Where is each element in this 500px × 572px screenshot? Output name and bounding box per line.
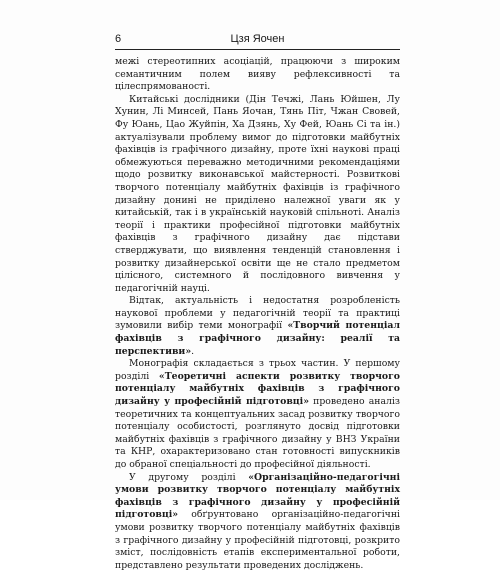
paragraph-2 bbox=[115, 94, 400, 296]
running-header bbox=[115, 33, 400, 50]
paragraph-4 bbox=[115, 358, 400, 471]
paragraph-text: проведено аналіз теоретичних та концептуальних засад розвитку творчого потенціалу особистості, розглянуто досвід підготовки майбутніх фахівців з графічного дизайну у ВНЗ України та КНР, охарактеризовано стан готовності випускників до обраної спеціальності до професійної діяльності. bbox=[115, 396, 400, 470]
paragraph-text: Монографія складається з трьох частин. У першому розділі bbox=[115, 358, 400, 382]
chapter-2-title: «Організаційно-педагогічні умови розвитку творчого потенціалу майбутніх фахівців з графічного дизайну у професійній підготовці» bbox=[115, 471, 400, 521]
running-head-author: Цзя Яочен bbox=[230, 33, 285, 45]
paragraph-text: Відтак, актуальність і недостатня розробленість наукової проблеми у педагогічній теорії та практиці зумовили вибір теми монографії bbox=[115, 295, 400, 332]
paragraph-text: Китайські дослідники (Дін Течжі, Лань Юйшен, Лу Хунин, Лі Минсей, Пань Яочан, Тянь Піт, Чжан Свовей, Фу Юань, Цао Жуйпін, Ха Дзянь, Ху Фей, Юань Сі та ін.) актуалізували проблему вимог до підготовки майбутніх фахівців із графічного дизайну, проте їхні наукові праці обмежуються переважно методичними рекомендаціями щодо розвитку виконавської майстерності. Розвиткові творчого потенціалу майбутніх фахівців із графічного дизайну донині не приділено належної уваги як у китайській, так і в українській науковій спільноті. Аналіз теорії і практики професійної підготовки майбутніх фахівців з графічного дизайну дає підстави стверджувати, що виявлення тенденцій становлення і розвитку дизайнерської освіти ще не стало предметом цілісного, системного й послідовного вивчення у педагогічній науці. bbox=[115, 93, 400, 294]
paragraph-text: . bbox=[191, 345, 195, 357]
monograph-title: «Творчий потенціал фахівців з графічного дизайну: реалії та перспективи» bbox=[115, 320, 400, 357]
paragraph-text: обґрунтовано організаційно-педагогічні умови розвитку творчого потенціалу майбутніх фахівців з графічного дизайну у професійній підготовці, розкрито зміст, послідовність етапів експериментальної роботи, представлено результати проведених досліджень. bbox=[115, 509, 400, 571]
paragraph-5 bbox=[115, 472, 400, 572]
paragraph-text: У другому розділі bbox=[129, 471, 249, 483]
paragraph-3 bbox=[115, 295, 400, 358]
chapter-1-title: «Теоретичні аспекти розвитку творчого потенціалу майбутніх фахівців з графічного дизайну у професійній підготовці» bbox=[115, 370, 400, 408]
body-text bbox=[115, 56, 400, 572]
paragraph-text: межі стереотипних асоціацій, працюючи з широким семантичним полем вияву рефлексивності та цілеспрямованості. bbox=[115, 56, 400, 93]
paragraph-1 bbox=[115, 56, 400, 94]
page-number: 6 bbox=[115, 33, 122, 45]
